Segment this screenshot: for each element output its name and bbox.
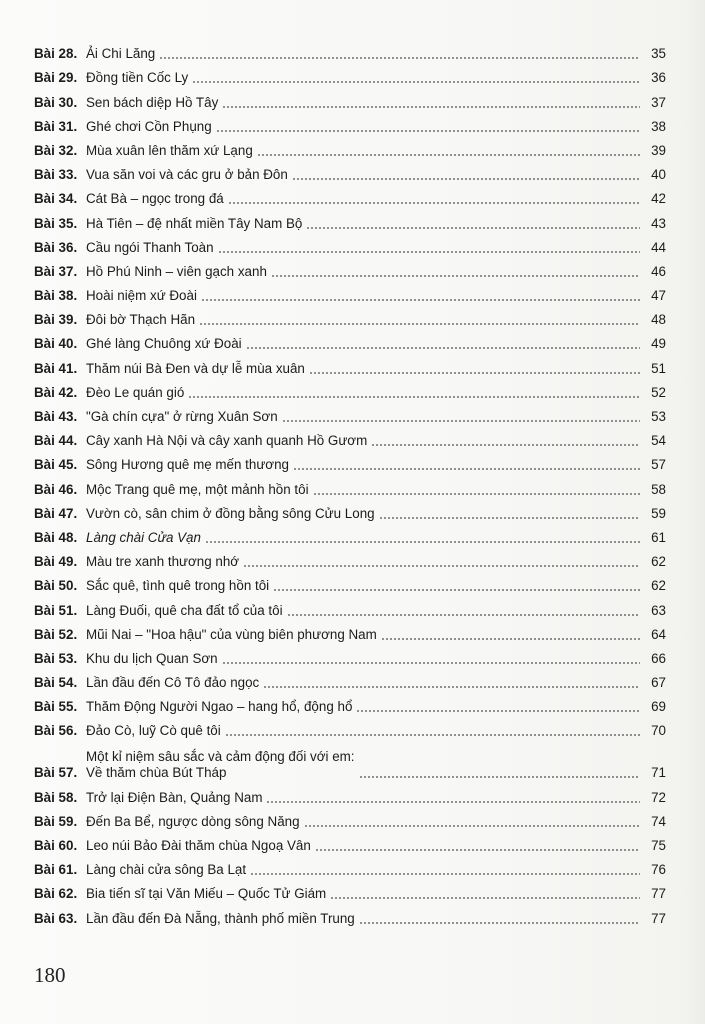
- lesson-title-line: [86, 385, 644, 401]
- dot-leader: [371, 444, 640, 446]
- toc-entry: [34, 111, 666, 135]
- lesson-number: Bài 34.: [34, 191, 78, 207]
- lesson-title-line: [86, 482, 644, 498]
- lesson-title: Sắc quê, tình quê trong hồn tôi: [86, 578, 270, 594]
- dot-leader: [379, 517, 640, 519]
- dot-leader: [257, 154, 640, 156]
- dot-leader: [246, 347, 640, 349]
- toc-entry: [34, 256, 666, 280]
- lesson-page-number: 77: [651, 910, 666, 926]
- lesson-title-line: [86, 240, 644, 256]
- dot-leader: [228, 202, 640, 204]
- toc-entry: [34, 781, 666, 805]
- lesson-title-line: [86, 46, 644, 62]
- lesson-number: Bài 31.: [34, 118, 78, 134]
- lesson-page-number: 66: [651, 650, 666, 666]
- lesson-title: Bia tiến sĩ tại Văn Miếu – Quốc Tử Giám: [86, 886, 327, 902]
- lesson-number: Bài 42.: [34, 384, 78, 400]
- lesson-page-number: 76: [651, 862, 666, 878]
- lesson-title-line: [86, 578, 644, 594]
- toc-entry: [34, 328, 666, 352]
- toc-entry: [34, 522, 666, 546]
- lesson-title: Một kỉ niệm sâu sắc và cảm động đối với em:: [86, 749, 355, 765]
- toc-entry: [34, 232, 666, 256]
- lesson-page-number: 59: [651, 505, 666, 521]
- lesson-title: Mùa xuân lên thăm xứ Lạng: [86, 142, 253, 158]
- dot-leader: [381, 638, 640, 640]
- dot-leader: [250, 873, 640, 875]
- lesson-page-number: 63: [651, 602, 666, 618]
- lesson-page-number: 72: [651, 789, 666, 805]
- lesson-number: Bài 62.: [34, 886, 78, 902]
- dot-leader: [282, 420, 640, 422]
- lesson-number: Bài 32.: [34, 142, 78, 158]
- lesson-number: Bài 61.: [34, 862, 78, 878]
- dot-leader: [225, 734, 640, 736]
- lesson-number: Bài 47.: [34, 505, 78, 521]
- lesson-title: Khu du lịch Quan Sơn: [86, 650, 218, 666]
- lesson-page-number: 37: [651, 94, 666, 110]
- lesson-page-number: 62: [651, 578, 666, 594]
- lesson-title-line: [86, 862, 644, 878]
- lesson-number: Bài 57.: [34, 765, 78, 781]
- toc-entry: [34, 498, 666, 522]
- lesson-title: Trở lại Điện Bàn, Quảng Nam: [86, 789, 263, 805]
- dot-leader: [359, 776, 640, 778]
- lesson-title-line: [86, 675, 644, 691]
- toc-entry: [34, 159, 666, 183]
- lesson-title: Làng Đuối, quê cha đất tổ của tôi: [86, 602, 283, 618]
- lesson-title-line: [86, 361, 644, 377]
- lesson-title: Đảo Cò, luỹ Cò quê tôi: [86, 723, 221, 739]
- lesson-number: Bài 59.: [34, 813, 78, 829]
- toc-entry: [34, 830, 666, 854]
- dot-leader: [159, 57, 640, 59]
- lesson-number: Bài 54.: [34, 675, 78, 691]
- lesson-number: Bài 48.: [34, 529, 78, 545]
- lesson-number: Bài 36.: [34, 239, 78, 255]
- lesson-title: Cây xanh Hà Nội và cây xanh quanh Hồ Gươm: [86, 433, 368, 449]
- lesson-number: Bài 53.: [34, 650, 78, 666]
- lesson-title: Thăm Động Người Ngao – hang hổ, động hổ: [86, 699, 353, 715]
- lesson-page-number: 47: [651, 288, 666, 304]
- lesson-page-number: 38: [651, 118, 666, 134]
- lesson-title: Đến Ba Bể, ngược dòng sông Năng: [86, 813, 300, 829]
- lesson-title: Đèo Le quán gió: [86, 384, 185, 400]
- dot-leader: [292, 178, 640, 180]
- dot-leader: [356, 710, 640, 712]
- dot-leader: [222, 106, 640, 108]
- toc-entry: [34, 352, 666, 376]
- lesson-title: Làng chài cửa sông Ba Lạt: [86, 862, 247, 878]
- toc-entry: [34, 715, 666, 739]
- lesson-title: Hồ Phú Ninh – viên gạch xanh: [86, 263, 267, 279]
- toc-entry: [34, 739, 666, 781]
- lesson-page-number: 44: [651, 239, 666, 255]
- lesson-page-number: 42: [651, 191, 666, 207]
- lesson-number: Bài 40.: [34, 336, 78, 352]
- lesson-page-number: 51: [651, 360, 666, 376]
- lesson-title-line: [86, 119, 644, 135]
- lesson-title: Mũi Nai – "Hoa hậu" của vùng biên phương Nam: [86, 626, 377, 642]
- lesson-page-number: 52: [651, 384, 666, 400]
- lesson-number: Bài 45.: [34, 457, 78, 473]
- lesson-title-line: [86, 554, 644, 570]
- lesson-number: Bài 52.: [34, 626, 78, 642]
- dot-leader: [315, 849, 640, 851]
- dot-leader: [201, 299, 640, 301]
- lesson-page-number: 70: [651, 723, 666, 739]
- lesson-page-number: 61: [651, 529, 666, 545]
- lesson-page-number: 54: [651, 433, 666, 449]
- dot-leader: [222, 662, 640, 664]
- lesson-title: Vườn cò, sân chim ở đồng bằng sông Cửu Long: [86, 505, 375, 521]
- lesson-number: Bài 49.: [34, 554, 78, 570]
- lesson-title: Vua săn voi và các gru ở bản Đôn: [86, 167, 288, 183]
- toc-entry: [34, 425, 666, 449]
- toc-entry: [34, 449, 666, 473]
- lesson-page-number: 71: [651, 765, 666, 781]
- lesson-page-number: 48: [651, 312, 666, 328]
- lesson-title: Màu tre xanh thương nhớ: [86, 554, 240, 570]
- toc-entry: [34, 854, 666, 878]
- page-edge-shadow: [683, 0, 705, 1024]
- lesson-title-line: [86, 336, 644, 352]
- lesson-number: Bài 43.: [34, 409, 78, 424]
- dot-leader: [188, 396, 640, 398]
- lesson-title: Cầu ngói Thanh Toàn: [86, 239, 214, 255]
- lesson-title: Hoài niệm xứ Đoài: [86, 288, 197, 304]
- lesson-title: Sen bách diệp Hồ Tây: [86, 94, 219, 110]
- dot-leader: [266, 801, 640, 803]
- dot-leader: [273, 589, 640, 591]
- lesson-title-line: [86, 651, 644, 667]
- lesson-page-number: 62: [651, 554, 666, 570]
- lesson-number: Bài 29.: [34, 70, 78, 86]
- toc-entry: [34, 878, 666, 902]
- lesson-title-line: [86, 699, 644, 715]
- lesson-page-number: 40: [651, 167, 666, 183]
- toc-entry: [34, 473, 666, 497]
- lesson-title-line: [86, 70, 644, 86]
- table-of-contents: [34, 38, 666, 927]
- lesson-page-number: 69: [651, 699, 666, 715]
- lesson-title-line: [86, 312, 644, 328]
- dot-leader: [243, 565, 640, 567]
- lesson-page-number: 53: [651, 409, 666, 424]
- lesson-title: Ghé làng Chuông xứ Đoài: [86, 336, 242, 352]
- lesson-number: Bài 63.: [34, 910, 78, 926]
- dot-leader: [293, 468, 640, 470]
- lesson-title: Sông Hương quê mẹ mến thương: [86, 457, 289, 473]
- lesson-number: Bài 39.: [34, 312, 78, 328]
- toc-entry: [34, 667, 666, 691]
- lesson-title-line: [86, 143, 644, 159]
- toc-entry: [34, 902, 666, 926]
- lesson-page-number: 77: [651, 886, 666, 902]
- lesson-title: Đôi bờ Thạch Hãn: [86, 312, 196, 328]
- lesson-number: Bài 28.: [34, 46, 78, 62]
- dot-leader: [304, 825, 640, 827]
- lesson-page-number: 64: [651, 626, 666, 642]
- lesson-title-line: [86, 723, 644, 739]
- page-number: 180: [34, 963, 66, 987]
- lesson-number: Bài 35.: [34, 215, 78, 231]
- lesson-title: Mộc Trang quê mẹ, một mảnh hồn tôi: [86, 481, 309, 497]
- lesson-title-line: [86, 167, 644, 183]
- dot-leader: [313, 493, 640, 495]
- lesson-page-number: 39: [651, 142, 666, 158]
- lesson-title: Ải Chi Lăng: [86, 46, 156, 62]
- lesson-number: Bài 60.: [34, 838, 78, 853]
- toc-entry: [34, 691, 666, 715]
- lesson-title-line: [86, 409, 644, 425]
- toc-entry: [34, 619, 666, 643]
- lesson-page-number: 75: [651, 838, 666, 853]
- lesson-number: Bài 44.: [34, 433, 78, 449]
- lesson-title-line: [86, 457, 644, 473]
- lesson-page-number: 67: [651, 675, 666, 691]
- lesson-number: Bài 46.: [34, 481, 78, 497]
- dot-leader: [192, 81, 640, 83]
- lesson-title: Ghé chơi Cồn Phụng: [86, 118, 212, 134]
- lesson-title: Thăm núi Bà Đen và dự lễ mùa xuân: [86, 360, 305, 376]
- lesson-title-line: [86, 814, 644, 830]
- dot-leader: [216, 130, 640, 132]
- dot-leader: [218, 251, 640, 253]
- lesson-title: Lần đầu đến Cô Tô đảo ngọc: [86, 675, 260, 691]
- lesson-number: Bài 33.: [34, 167, 78, 183]
- lesson-title-line: [86, 191, 644, 207]
- lesson-page-number: 35: [651, 46, 666, 62]
- toc-entry: [34, 401, 666, 425]
- dot-leader: [309, 372, 640, 374]
- lesson-page-number: 57: [651, 457, 666, 473]
- lesson-title: "Gà chín cựa" ở rừng Xuân Sơn: [86, 409, 278, 424]
- lesson-page-number: 36: [651, 70, 666, 86]
- toc-entry: [34, 570, 666, 594]
- lesson-number: Bài 58.: [34, 789, 78, 805]
- lesson-title-line: [86, 627, 644, 643]
- toc-entry: [34, 594, 666, 618]
- dot-leader: [330, 897, 640, 899]
- lesson-page-number: 46: [651, 263, 666, 279]
- lesson-title-line: [86, 911, 644, 927]
- lesson-number: Bài 38.: [34, 288, 78, 304]
- dot-leader: [199, 323, 640, 325]
- lesson-page-number: 43: [651, 215, 666, 231]
- lesson-title-line: [86, 506, 644, 522]
- lesson-title-line: [86, 264, 644, 280]
- dot-leader: [287, 614, 640, 616]
- lesson-title-line: [86, 216, 644, 232]
- lesson-title: Leo núi Bảo Đài thăm chùa Ngoạ Vân: [86, 838, 311, 853]
- lesson-title-line: [86, 886, 644, 902]
- toc-entry: [34, 806, 666, 830]
- toc-entry: [34, 183, 666, 207]
- lesson-title: Hà Tiên – đệ nhất miền Tây Nam Bộ: [86, 215, 303, 231]
- lesson-title-line: [86, 95, 644, 111]
- lesson-number: Bài 41.: [34, 360, 78, 376]
- lesson-title-line: [86, 433, 644, 449]
- dot-leader: [205, 541, 640, 543]
- toc-entry: [34, 207, 666, 231]
- dot-leader: [359, 922, 640, 924]
- lesson-number: Bài 56.: [34, 723, 78, 739]
- lesson-title-line: [86, 288, 644, 304]
- lesson-title-line: [86, 749, 644, 781]
- lesson-title: Cát Bà – ngọc trong đá: [86, 191, 224, 207]
- toc-entry: [34, 86, 666, 110]
- lesson-title-stack: [86, 749, 355, 781]
- lesson-number: Bài 37.: [34, 263, 78, 279]
- lesson-number: Bài 51.: [34, 602, 78, 618]
- lesson-title-continued: Về thăm chùa Bút Tháp: [86, 765, 227, 781]
- lesson-number: Bài 30.: [34, 94, 78, 110]
- toc-entry: [34, 280, 666, 304]
- lesson-number: Bài 50.: [34, 578, 78, 594]
- lesson-title-line: [86, 530, 644, 546]
- lesson-number: Bài 55.: [34, 699, 78, 715]
- dot-leader: [306, 227, 640, 229]
- toc-entry: [34, 38, 666, 62]
- lesson-title-line: [86, 790, 644, 806]
- lesson-page-number: 58: [651, 481, 666, 497]
- dot-leader: [263, 686, 640, 688]
- toc-entry: [34, 377, 666, 401]
- toc-entry: [34, 304, 666, 328]
- dot-leader: [271, 275, 640, 277]
- lesson-title: Lần đầu đến Đà Nẵng, thành phố miền Trung: [86, 910, 355, 926]
- lesson-title: Đồng tiền Cốc Ly: [86, 70, 189, 86]
- toc-entry: [34, 546, 666, 570]
- toc-entry: [34, 135, 666, 159]
- lesson-page-number: 49: [651, 336, 666, 352]
- lesson-title-line: [86, 603, 644, 619]
- lesson-title: Làng chài Cửa Vạn: [86, 529, 201, 545]
- lesson-page-number: 74: [651, 813, 666, 829]
- toc-entry: [34, 62, 666, 86]
- toc-entry: [34, 643, 666, 667]
- lesson-title-line: [86, 838, 644, 854]
